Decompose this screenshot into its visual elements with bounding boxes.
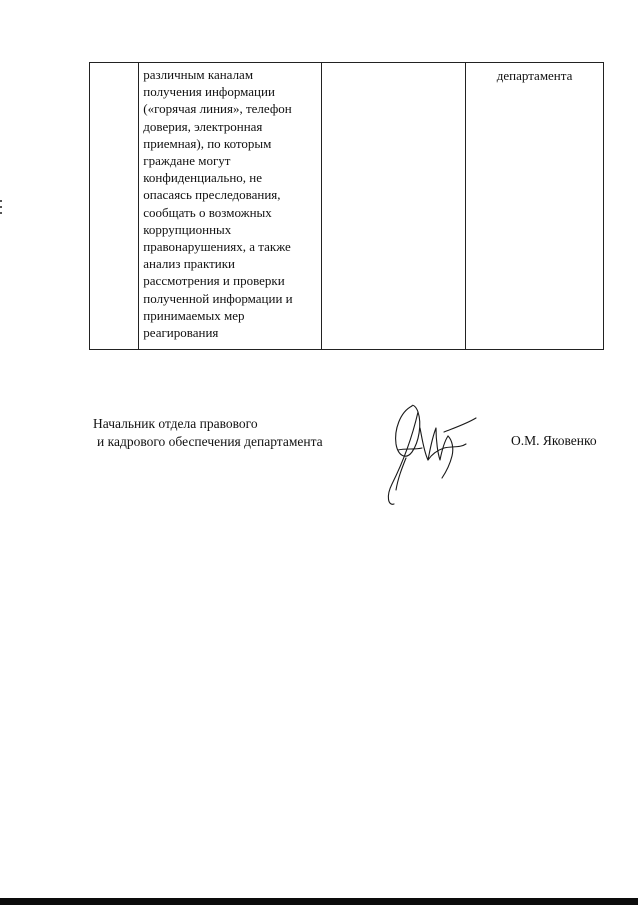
measure-line: правонарушениях, а также [143, 239, 291, 255]
measure-line: граждане могут [143, 153, 231, 169]
table-row [90, 63, 604, 350]
handwritten-signature [372, 398, 482, 513]
measure-line: («горячая линия», телефон [143, 101, 292, 117]
row-number [90, 63, 138, 66]
signer-position-line-2: и кадрового обеспечения департамента [97, 434, 323, 449]
responsible-cell [466, 63, 604, 350]
measures-table [89, 62, 604, 350]
scan-bottom-edge [0, 898, 638, 905]
row-number-cell [90, 63, 139, 350]
measure-text [139, 63, 321, 341]
measure-cell [139, 63, 322, 350]
measure-line: приемная), по которым [143, 135, 272, 151]
deadline-cell [322, 63, 466, 350]
measure-line: опасаясь преследования, [143, 187, 281, 203]
deadline-text [322, 63, 465, 66]
measure-line: различным каналам [143, 67, 254, 82]
scan-edge-marks [0, 200, 2, 220]
signer-position-line-1: Начальник отдела правового [93, 416, 258, 431]
measure-line: реагирования [143, 325, 219, 341]
measure-line: конфиденциально, не [143, 170, 263, 186]
measure-line: доверия, электронная [143, 118, 263, 134]
measure-line: сообщать о возможных [143, 204, 272, 220]
measure-line: коррупционных [143, 221, 232, 237]
measure-line: получения информации [143, 84, 275, 100]
measure-line: анализ практики [143, 256, 236, 272]
measure-line: полученной информации и [143, 290, 293, 306]
signer-name: О.М. Яковенко [511, 433, 597, 448]
measure-line: рассмотрения и проверки [143, 273, 285, 289]
responsible-text: департамента [496, 68, 573, 83]
measure-line: принимаемых мер [143, 307, 245, 323]
